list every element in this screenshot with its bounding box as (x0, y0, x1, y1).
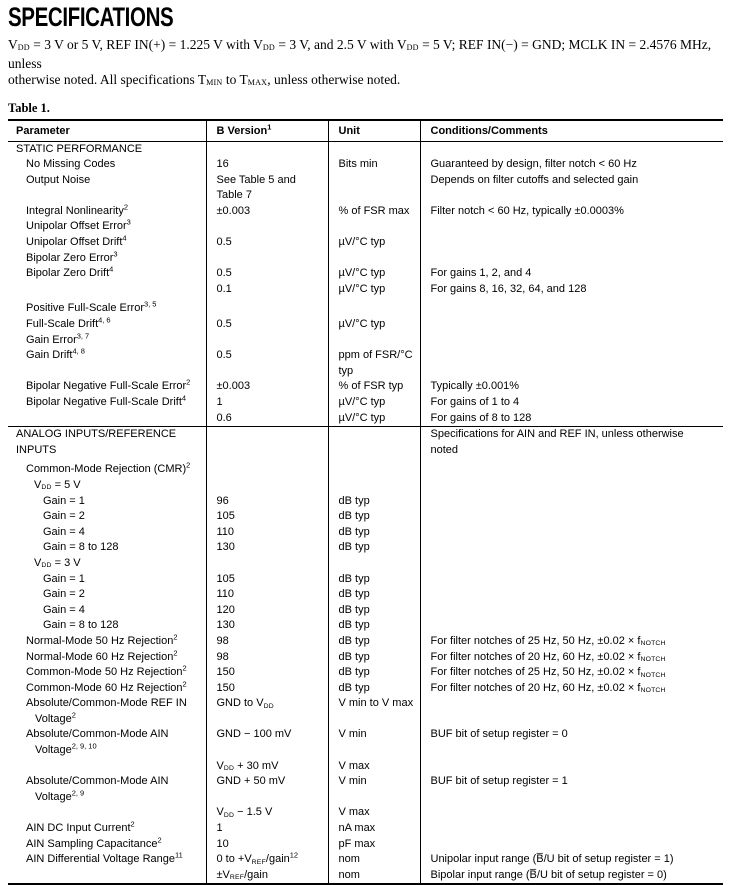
cond-cell (420, 821, 723, 837)
table-row (8, 333, 723, 349)
value-cell: 96 (206, 494, 328, 510)
cond-cell (420, 540, 723, 556)
param-cell: Unipolar Offset Drift$^4$ (8, 235, 206, 251)
unit-cell: dB typ (328, 525, 420, 541)
cond-cell: For filter notches of 25 Hz, 50 Hz, $\pm 0.02 \times f_{NOTCH}$ (420, 665, 723, 681)
unit-cell (328, 141, 420, 157)
section-row (8, 427, 723, 459)
unit-cell (328, 458, 420, 478)
cond-cell (420, 509, 723, 525)
unit-cell: dB typ (328, 681, 420, 697)
value-cell (206, 333, 328, 349)
unit-cell: µV/°C typ (328, 317, 420, 333)
table-row (8, 634, 723, 650)
unit-cell: V min to V max (328, 696, 420, 727)
param-cell (8, 411, 206, 427)
value-cell: GND to $V_{DD}$ (206, 696, 328, 727)
spec-table-header-row (8, 120, 723, 142)
param-cell: No Missing Codes (8, 157, 206, 173)
table-header (8, 120, 723, 142)
value-cell (206, 297, 328, 317)
unit-cell: Bits min (328, 157, 420, 173)
unit-cell: dB typ (328, 618, 420, 634)
table-caption: Table 1. (8, 101, 723, 116)
value-cell: 130 (206, 540, 328, 556)
value-cell (206, 458, 328, 478)
unit-cell: dB typ (328, 634, 420, 650)
param-cell: Common-Mode 60 Hz Rejection$^2$ (8, 681, 206, 697)
param-cell: $V_{DD} = 3$ V (8, 556, 206, 572)
unit-header: Unit (328, 120, 420, 142)
section-row (8, 141, 723, 157)
specifications-table (8, 119, 723, 885)
table-row (8, 204, 723, 220)
value-cell: $V_{DD} - 1.5$ V (206, 805, 328, 821)
unit-cell: V max (328, 805, 420, 821)
unit-cell: dB typ (328, 587, 420, 603)
cond-cell: For gains of 1 to 4 (420, 395, 723, 411)
unit-cell (328, 251, 420, 267)
param-cell: Gain = 2 (8, 509, 206, 525)
param-cell: AIN DC Input Current$^2$ (8, 821, 206, 837)
param-cell: Normal-Mode 50 Hz Rejection$^2$ (8, 634, 206, 650)
value-cell: GND − 100 mV (206, 727, 328, 758)
table-row (8, 297, 723, 317)
cond-cell (420, 572, 723, 588)
table-row (8, 587, 723, 603)
value-cell (206, 141, 328, 157)
table-row (8, 759, 723, 775)
table-row (8, 348, 723, 379)
param-cell (8, 759, 206, 775)
value-cell: 105 (206, 509, 328, 525)
unit-cell: % of FSR typ (328, 379, 420, 395)
value-cell (206, 427, 328, 459)
unit-cell: pF max (328, 837, 420, 853)
unit-cell: µV/°C typ (328, 395, 420, 411)
unit-cell: V max (328, 759, 420, 775)
table-row (8, 494, 723, 510)
value-cell: 130 (206, 618, 328, 634)
unit-cell (328, 427, 420, 459)
conditions-header: Conditions/Comments (420, 120, 723, 142)
param-cell: Normal-Mode 60 Hz Rejection$^2$ (8, 650, 206, 666)
table-row (8, 665, 723, 681)
param-cell: AIN Sampling Capacitance$^2$ (8, 837, 206, 853)
cond-cell: BUF bit of setup register = 0 (420, 727, 723, 758)
table-row (8, 805, 723, 821)
table-row (8, 173, 723, 204)
value-cell: See Table 5 and Table 7 (206, 173, 328, 204)
cond-cell (420, 494, 723, 510)
table-row (8, 282, 723, 298)
unit-cell: nom (328, 868, 420, 885)
table-row (8, 478, 723, 494)
spec-table-body (8, 141, 723, 884)
unit-cell: dB typ (328, 603, 420, 619)
param-cell: Integral Nonlinearity$^2$ (8, 204, 206, 220)
value-cell: ±0.003 (206, 204, 328, 220)
unit-cell (328, 333, 420, 349)
value-cell (206, 251, 328, 267)
unit-cell: dB typ (328, 650, 420, 666)
param-cell: Output Noise (8, 173, 206, 204)
cond-cell (420, 556, 723, 572)
unit-cell: dB typ (328, 572, 420, 588)
param-cell (8, 805, 206, 821)
cond-cell: Bipolar input range (B̅/U bit of setup register = 0) (420, 868, 723, 885)
table-row (8, 821, 723, 837)
value-cell: 0.5 (206, 317, 328, 333)
param-cell: Absolute/Common-Mode AIN Voltage$^{2, 9, 10}$ (8, 727, 206, 758)
value-cell: 1 (206, 821, 328, 837)
cond-cell: BUF bit of setup register = 1 (420, 774, 723, 805)
cond-cell (420, 696, 723, 727)
unit-cell (328, 478, 420, 494)
value-cell: 110 (206, 587, 328, 603)
param-cell: Common-Mode Rejection (CMR)$^2$ (8, 458, 206, 478)
table-row (8, 157, 723, 173)
table-row (8, 525, 723, 541)
cond-cell (420, 587, 723, 603)
cond-cell: Unipolar input range (B̅/U bit of setup register = 1) (420, 852, 723, 868)
param-cell: Gain = 4 (8, 525, 206, 541)
value-cell: $\pm V_{REF}$/gain (206, 868, 328, 885)
table-row (8, 219, 723, 235)
value-cell: 150 (206, 665, 328, 681)
value-cell: 0.5 (206, 266, 328, 282)
cond-cell (420, 478, 723, 494)
unit-cell (328, 173, 420, 204)
value-cell: 10 (206, 837, 328, 853)
value-cell: GND + 50 mV (206, 774, 328, 805)
unit-cell: dB typ (328, 494, 420, 510)
cond-cell: Filter notch < 60 Hz, typically ±0.0003% (420, 204, 723, 220)
cond-cell: Typically ±0.001% (420, 379, 723, 395)
table-row (8, 572, 723, 588)
value-cell: 0 to $+V_{REF}/gain^{12}$ (206, 852, 328, 868)
value-cell (206, 219, 328, 235)
cond-cell: For gains 8, 16, 32, 64, and 128 (420, 282, 723, 298)
unit-cell: nom (328, 852, 420, 868)
value-cell: 0.6 (206, 411, 328, 427)
param-cell: Absolute/Common-Mode AIN Voltage$^{2, 9}$ (8, 774, 206, 805)
param-cell: ANALOG INPUTS/REFERENCE INPUTS (8, 427, 206, 459)
parameter-header: Parameter (8, 120, 206, 142)
table-row (8, 266, 723, 282)
param-cell: AIN Differential Voltage Range$^{11}$ (8, 852, 206, 868)
cond-cell: For filter notches of 20 Hz, 60 Hz, $\pm 0.02 \times f_{NOTCH}$ (420, 650, 723, 666)
value-cell: 16 (206, 157, 328, 173)
value-cell: 0.5 (206, 235, 328, 251)
bversion-header: B Version$^1$ (206, 120, 328, 142)
unit-cell (328, 219, 420, 235)
unit-cell: % of FSR max (328, 204, 420, 220)
table-row (8, 727, 723, 758)
unit-cell: µV/°C typ (328, 282, 420, 298)
param-cell: STATIC PERFORMANCE (8, 141, 206, 157)
table-row (8, 317, 723, 333)
param-cell: Gain Drift$^{4, 8}$ (8, 348, 206, 379)
unit-cell: dB typ (328, 665, 420, 681)
value-cell: ±0.003 (206, 379, 328, 395)
cond-cell (420, 348, 723, 379)
table-row (8, 540, 723, 556)
value-cell: 120 (206, 603, 328, 619)
unit-cell (328, 297, 420, 317)
cond-cell: Guaranteed by design, filter notch < 60 Hz (420, 157, 723, 173)
cond-cell (420, 837, 723, 853)
cond-cell (420, 525, 723, 541)
table-row (8, 395, 723, 411)
table-row (8, 509, 723, 525)
table-row (8, 681, 723, 697)
param-cell: Gain = 8 to 128 (8, 618, 206, 634)
param-cell: Gain = 4 (8, 603, 206, 619)
value-cell: 0.5 (206, 348, 328, 379)
param-cell: Gain = 1 (8, 572, 206, 588)
cond-cell (420, 235, 723, 251)
value-cell: $V_{DD} + 30$ mV (206, 759, 328, 775)
cond-cell (420, 759, 723, 775)
cond-cell: Specifications for AIN and REF IN, unless otherwise noted (420, 427, 723, 459)
unit-cell: dB typ (328, 509, 420, 525)
param-cell: Bipolar Zero Error$^3$ (8, 251, 206, 267)
param-cell: $V_{DD} = 5$ V (8, 478, 206, 494)
param-cell (8, 868, 206, 885)
cond-cell (420, 317, 723, 333)
value-cell: 110 (206, 525, 328, 541)
unit-cell: µV/°C typ (328, 266, 420, 282)
unit-cell: V min (328, 727, 420, 758)
unit-cell (328, 556, 420, 572)
value-cell: 0.1 (206, 282, 328, 298)
intro-paragraph: $V_{DD} = 3$ V or 5 V, REF IN(+) = 1.225 V with $V_{DD} = 3$ V, and 2.5 V with $V_{DD} = 5$ V; REF IN(−) = GND; MCLK IN = 2.4576 MHz, unless otherwise noted. All specifications $T_{MIN}$ to $T_{MAX}$, unless otherwise noted. (8, 37, 731, 91)
param-cell: Gain = 8 to 128 (8, 540, 206, 556)
cond-cell (420, 251, 723, 267)
value-cell: 98 (206, 634, 328, 650)
table-row (8, 852, 723, 868)
table-row (8, 868, 723, 885)
unit-cell: µV/°C typ (328, 235, 420, 251)
value-cell: 98 (206, 650, 328, 666)
param-cell: Absolute/Common-Mode REF IN Voltage$^2$ (8, 696, 206, 727)
table-row (8, 837, 723, 853)
param-cell: Bipolar Negative Full-Scale Error$^2$ (8, 379, 206, 395)
cond-cell (420, 219, 723, 235)
cond-cell: Depends on filter cutoffs and selected gain (420, 173, 723, 204)
unit-cell: nA max (328, 821, 420, 837)
table-row (8, 774, 723, 805)
param-cell (8, 282, 206, 298)
cond-cell: For gains of 8 to 128 (420, 411, 723, 427)
param-cell: Bipolar Negative Full-Scale Drift$^4$ (8, 395, 206, 411)
param-cell: Gain Error$^{3, 7}$ (8, 333, 206, 349)
cond-cell (420, 603, 723, 619)
cond-cell: For gains 1, 2, and 4 (420, 266, 723, 282)
unit-cell: ppm of FSR/°C typ (328, 348, 420, 379)
page-title: SPECIFICATIONS (8, 4, 551, 30)
cond-cell (420, 141, 723, 157)
cond-cell (420, 333, 723, 349)
cond-cell (420, 297, 723, 317)
param-cell: Gain = 1 (8, 494, 206, 510)
value-cell (206, 556, 328, 572)
param-cell: Gain = 2 (8, 587, 206, 603)
unit-cell: µV/°C typ (328, 411, 420, 427)
table-row (8, 650, 723, 666)
table-row (8, 379, 723, 395)
value-cell (206, 478, 328, 494)
value-cell: 150 (206, 681, 328, 697)
value-cell: 1 (206, 395, 328, 411)
cond-cell (420, 618, 723, 634)
unit-cell: V min (328, 774, 420, 805)
param-cell: Bipolar Zero Drift$^4$ (8, 266, 206, 282)
cond-cell (420, 458, 723, 478)
table-row (8, 556, 723, 572)
unit-cell: dB typ (328, 540, 420, 556)
value-cell: 105 (206, 572, 328, 588)
table-row (8, 696, 723, 727)
table-row (8, 458, 723, 478)
cond-cell: For filter notches of 25 Hz, 50 Hz, $\pm 0.02 \times f_{NOTCH}$ (420, 634, 723, 650)
cond-cell: For filter notches of 20 Hz, 60 Hz, $\pm 0.02 \times f_{NOTCH}$ (420, 681, 723, 697)
table-row (8, 603, 723, 619)
table-row (8, 618, 723, 634)
table-row (8, 251, 723, 267)
param-cell: Positive Full-Scale Error$^{3, 5}$ (8, 297, 206, 317)
param-cell: Full-Scale Drift$^{4, 6}$ (8, 317, 206, 333)
cond-cell (420, 805, 723, 821)
param-cell: Unipolar Offset Error$^3$ (8, 219, 206, 235)
param-cell: Common-Mode 50 Hz Rejection$^2$ (8, 665, 206, 681)
table-row (8, 411, 723, 427)
